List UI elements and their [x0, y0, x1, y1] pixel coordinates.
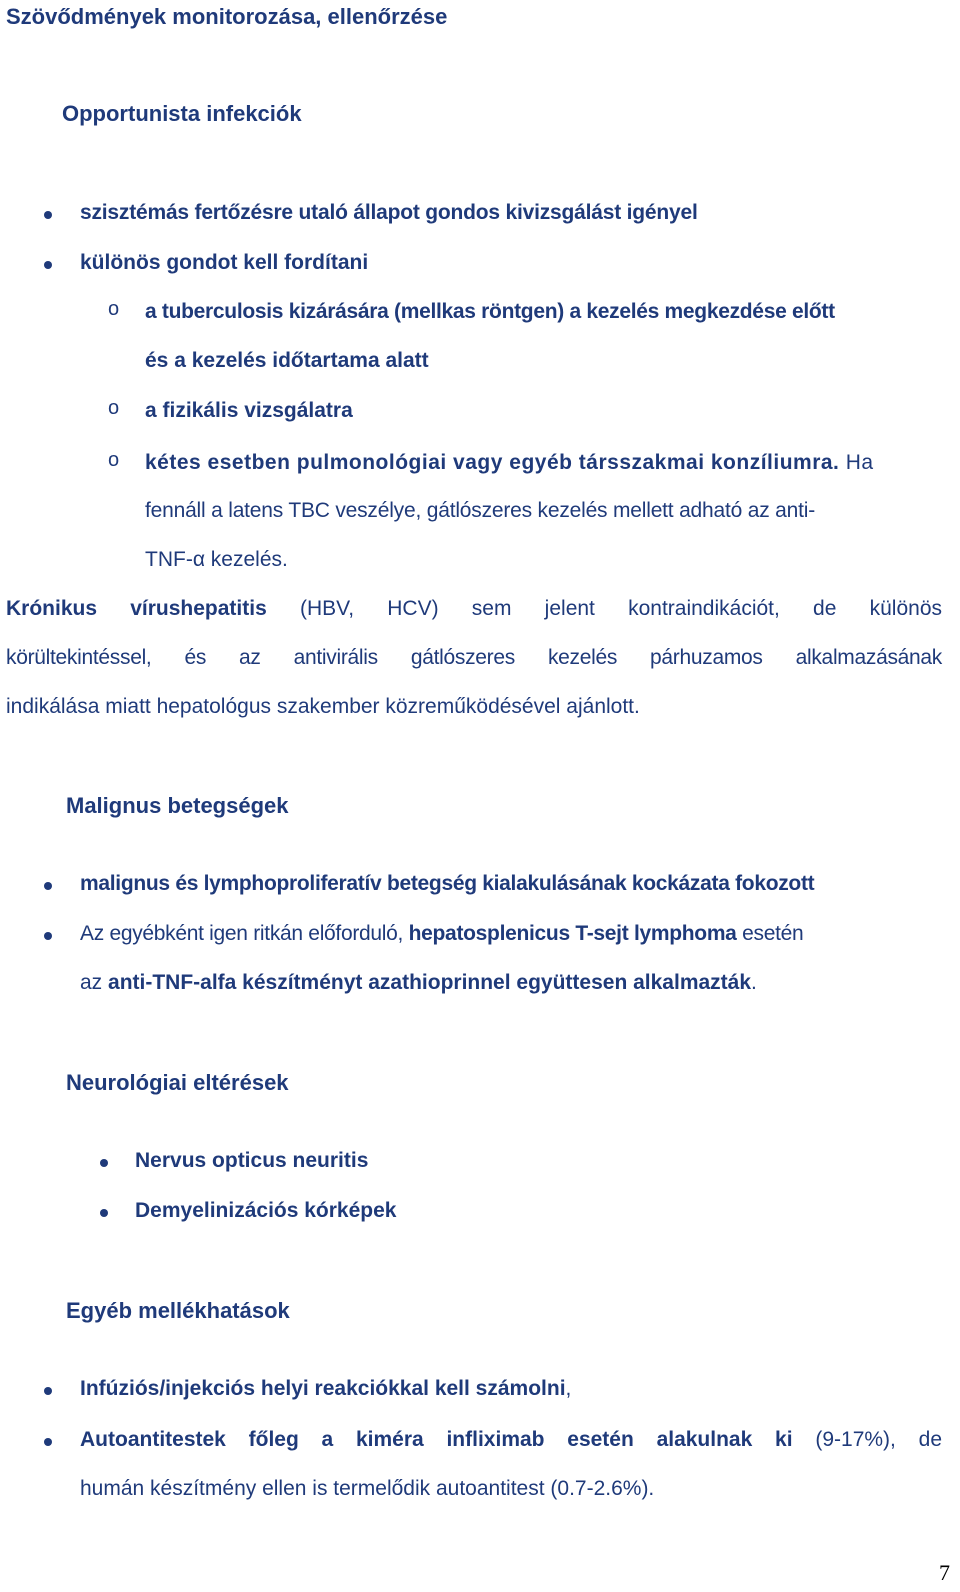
- sub-list-item: a tuberculosis kizárására (mellkas röntgen) a kezelés megkezdése előtt: [145, 300, 835, 323]
- list-item: [80, 1377, 571, 1401]
- list-item-bold: Autoantitestek főleg a kiméra infliximab esetén alakulnak ki: [80, 1428, 793, 1451]
- bullet-dot: [44, 882, 52, 890]
- list-item-bold: Infúziós/injekciós helyi reakciókkal kell számolni: [80, 1377, 566, 1400]
- bullet-dot: [44, 1438, 52, 1446]
- list-item-text: az: [80, 971, 109, 994]
- sub-bullet-circle: o: [108, 298, 120, 320]
- list-item: [80, 922, 803, 946]
- list-item: különös gondot kell fordítani: [80, 251, 369, 274]
- list-item: szisztémás fertőzésre utaló állapot gondos kivizsgálást igényel: [80, 201, 698, 224]
- section-heading-egyeb: Egyéb mellékhatások: [66, 1298, 290, 1323]
- sub-bullet-circle: o: [108, 397, 120, 419]
- bullet-dot: [44, 932, 52, 940]
- sub-list-item-text: Ha: [839, 451, 874, 474]
- section-heading-malignus: Malignus betegségek: [66, 793, 289, 818]
- sub-list-item: a fizikális vizsgálatra: [145, 399, 353, 422]
- list-item: malignus és lymphoproliferatív betegség kialakulásának kockázata fokozott: [80, 872, 815, 895]
- list-item-text: esetén: [736, 922, 804, 945]
- list-item: Demyelinizációs kórképek: [135, 1199, 397, 1222]
- paragraph-bold: Krónikus vírushepatitis: [6, 597, 267, 620]
- page-title: Szövődmények monitorozása, ellenőrzése: [6, 4, 448, 29]
- sub-list-item-bold: kétes esetben pulmonológiai vagy egyéb társszakmai konzíliumra.: [145, 451, 840, 474]
- bullet-dot: [44, 261, 52, 269]
- page-number: 7: [939, 1560, 950, 1585]
- list-item-continuation: [80, 971, 757, 995]
- bullet-dot: [44, 211, 52, 219]
- sub-list-item: [145, 451, 874, 475]
- sub-list-item-continuation: TNF-α kezelés.: [145, 548, 288, 571]
- list-item: Nervus opticus neuritis: [135, 1149, 369, 1172]
- list-item-text: .: [751, 971, 757, 994]
- list-item: [80, 1428, 942, 1452]
- list-item-bold: anti-TNF-alfa készítményt azathioprinnel együttesen alkalmazták: [108, 971, 752, 994]
- section-heading-opportunista: Opportunista infekciók: [62, 101, 302, 126]
- list-item-bold: hepatosplenicus T-sejt lymphoma: [408, 922, 737, 945]
- bullet-dot: [44, 1387, 52, 1395]
- list-item-text: ,: [565, 1377, 572, 1400]
- list-item-continuation: humán készítmény ellen is termelődik autoantitest (0.7-2.6%).: [80, 1477, 655, 1500]
- paragraph-text: (HBV, HCV) sem jelent kontraindikációt, de különös: [266, 597, 942, 620]
- list-item-text: Az egyébként igen ritkán előforduló,: [80, 922, 409, 945]
- sub-bullet-circle: o: [108, 449, 120, 471]
- section-heading-neuro: Neurológiai eltérések: [66, 1070, 289, 1095]
- list-item-text: (9-17%), de: [792, 1428, 942, 1451]
- bullet-dot: [100, 1209, 108, 1217]
- paragraph-line: indikálása miatt hepatológus szakember közreműködésével ajánlott.: [6, 695, 640, 718]
- paragraph-line: [6, 597, 942, 621]
- sub-list-item-continuation: fennáll a latens TBC veszélye, gátlószeres kezelés mellett adható az anti-: [145, 499, 816, 522]
- paragraph-line: körültekintéssel, és az antivirális gátlószeres kezelés párhuzamos alkalmazásának: [6, 646, 942, 669]
- sub-list-item-continuation: és a kezelés időtartama alatt: [145, 349, 429, 372]
- bullet-dot: [100, 1159, 108, 1167]
